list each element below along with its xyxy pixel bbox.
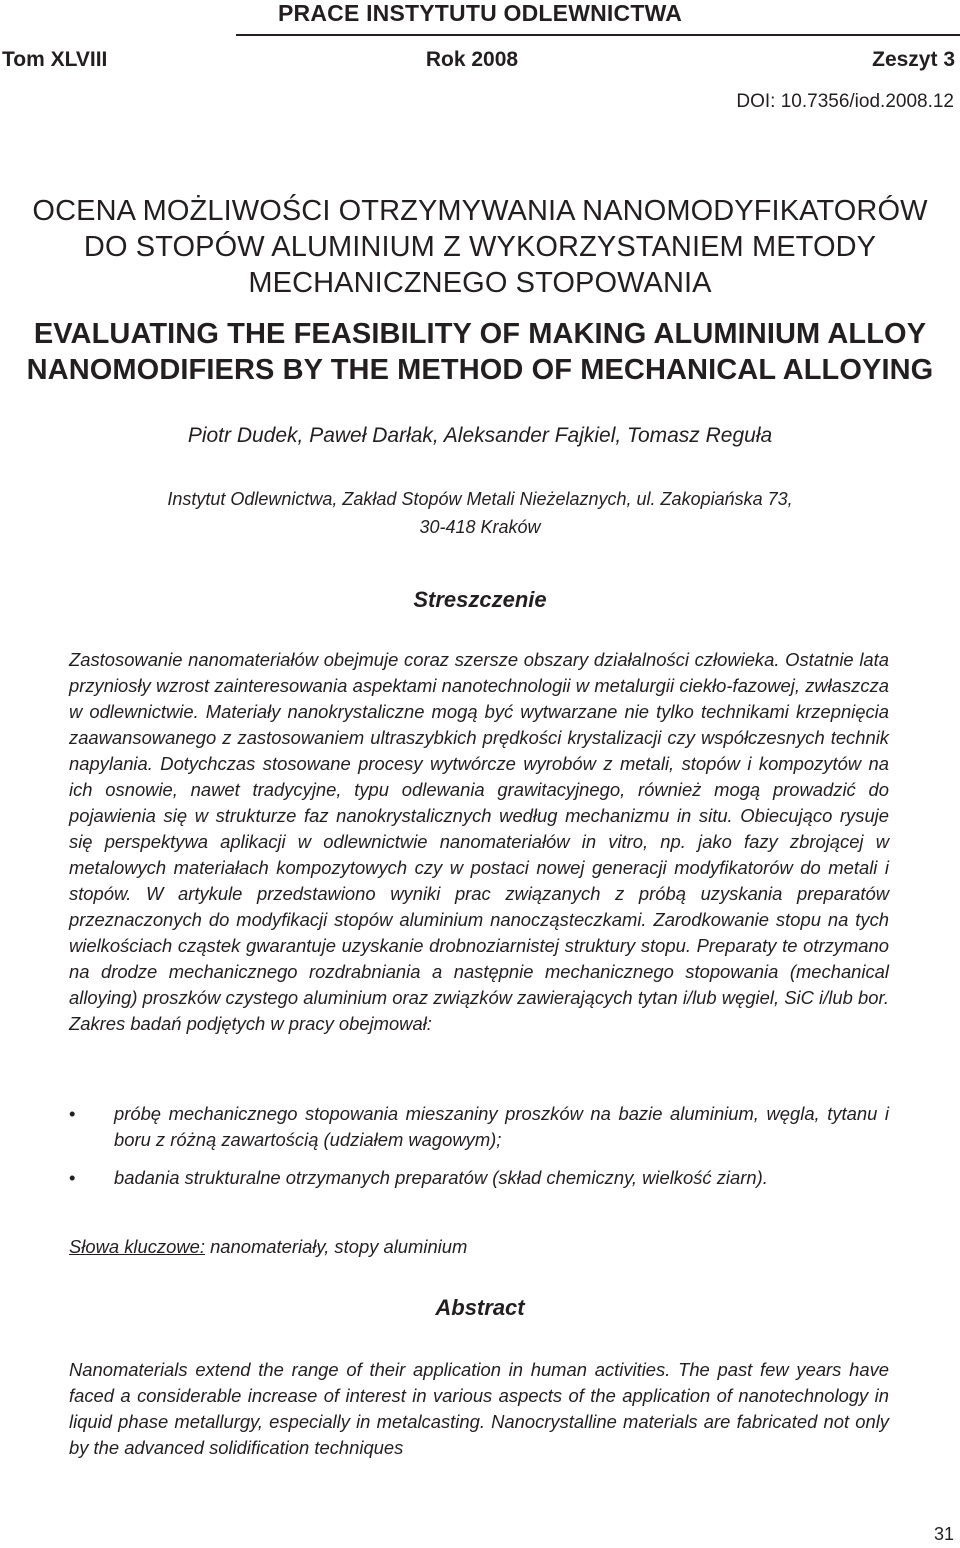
keywords — [69, 1234, 889, 1260]
issue-label: Zeszyt 3 — [872, 48, 955, 71]
keywords-label: Słowa kluczowe: — [69, 1236, 205, 1257]
title-english: EVALUATING THE FEASIBILITY OF MAKING ALUMINIUM ALLOY NANOMODIFIERS BY THE METHOD OF MECHANICAL ALLOYING — [26, 318, 934, 386]
year-label: Rok 2008 — [425, 48, 519, 71]
streszczenie-text — [69, 647, 889, 1037]
header-rule — [236, 34, 960, 36]
bullet-mark: • — [69, 1167, 76, 1188]
abstract-heading: Abstract — [435, 1295, 525, 1320]
abstract-paragraph: Nanomaterials extend the range of their application in human activities. The past few years have faced a considerable increase of interest in various aspects of the application of nanotechnology in liquid phase metallurgy, especially in metalcasting. Nanocrystalline materials are fabricated not only by the advanced solidification techniques — [69, 1359, 889, 1458]
list-item — [69, 1165, 889, 1191]
issue-meta-row — [0, 48, 955, 74]
page-number: 31 — [933, 1524, 954, 1544]
doi-link[interactable]: DOI: 10.7356/iod.2008.12 — [736, 91, 954, 112]
affiliation: Instytut Odlewnictwa, Zakład Stopów Metali Nieżelaznych, ul. Zakopiańska 73, 30-418 Kraków — [167, 489, 793, 537]
streszczenie-paragraph: Zastosowanie nanomateriałów obejmuje coraz szersze obszary działalności człowieka. Ostatnie lata przyniosły wzrost zainteresowania aspektami nanotechnologii w metalurgii ciekło-fazowej, zwłaszcza w odlewnictwie. Materiały nanokrystaliczne mogą być wytwarzane nie tylko technikami krzepnięcia zaawansowanego z zastosowaniem ultraszybkich prędkości krystalizacji czy współczesnych technik napylania. Dotychczas stosowane procesy wytwórcze wyrobów z metali, stopów i kompozytów na ich osnowie, nawet tradycyjne, typu odlewania grawitacyjnego, również mogą prowadzić do pojawienia się w strukturze faz nanokrystalicznych według mechanizmu in situ. Obiecująco rysuje się perspektywa aplikacji w odlewnictwie nanomateriałów in vitro, np. jako fazy zbrojącej w metalowych materiałach kompozytowych czy w postaci nowej generacji modyfikatorów do metali i stopów. W artykule przedstawiono wyniki prac związanych z próbą uzyskania preparatów przeznaczonych do modyfikacji stopów aluminium nanocząsteczkami. Zarodkowanie stopu na tych wielkościach cząstek gwarantuje uzyskanie drobnoziarnistej struktury stopu. Preparaty te otrzymano na drodze mechanicznego rozdrabniania a następnie mechanicznego stopowania (mechanical alloying) proszków czystego aluminium oraz związków zawierających tytan i/lub węgiel, SiC i/lub bor. Zakres badań podjętych w pracy obejmował: — [69, 649, 889, 1034]
keywords-text: nanomateriały, stopy aluminium — [204, 1236, 468, 1257]
title-polish: OCENA MOŻLIWOŚCI OTRZYMYWANIA NANOMODYFIKATORÓW DO STOPÓW ALUMINIUM Z WYKORZYSTANIEM METODY MECHANICZNEGO STOPOWANIA — [32, 195, 928, 299]
list-item-text: badania strukturalne otrzymanych preparatów (skład chemiczny, wielkość ziarn). — [114, 1167, 768, 1188]
volume-label: Tom XLVIII — [2, 48, 108, 71]
scope-list — [69, 1101, 889, 1203]
bullet-mark: • — [69, 1103, 76, 1124]
streszczenie-heading: Streszczenie — [413, 587, 547, 612]
journal-name: PRACE INSTYTUTU ODLEWNICTWA — [277, 0, 683, 26]
list-item-text: próbę mechanicznego stopowania mieszaniny proszków na bazie aluminium, węgla, tytanu i boru z różną zawartością (udziałem wagowym); — [114, 1103, 889, 1150]
abstract-text — [69, 1357, 889, 1461]
list-item — [69, 1101, 889, 1153]
authors: Piotr Dudek, Paweł Darłak, Aleksander Fajkiel, Tomasz Reguła — [187, 424, 773, 447]
